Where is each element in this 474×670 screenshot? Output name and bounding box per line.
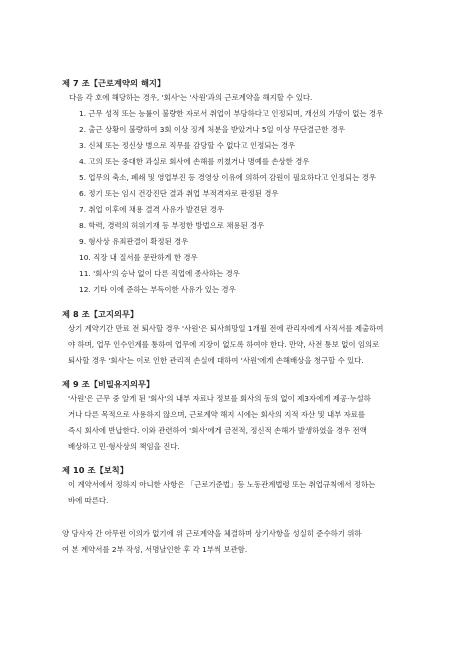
article-9-heading: 제 9 조【비밀유지의무】 [62, 379, 155, 389]
article-9 [62, 377, 424, 455]
text-line: 거나 다른 목적으로 사용하지 않으며, 근로계약 해지 시에는 회사의 지적 자산 및 내부 자료를 [68, 410, 366, 419]
termination-reasons-list [62, 106, 424, 298]
article-8-body [62, 321, 424, 369]
text-line: 상기 계약기간 만료 전 퇴사할 경우 '사원'은 퇴사희망일 1개월 전에 관리자에게 사직서를 제출하여 [68, 324, 384, 333]
article-9-body [62, 391, 424, 455]
article-7-heading: 제 7 조【근로계약의 해지】 [62, 78, 166, 88]
list-item: 11. '회사'의 승낙 없이 다른 직업에 종사하는 경우 [79, 269, 240, 278]
list-item: 7. 취업 이후에 채용 결격 사유가 발견된 경우 [79, 205, 224, 214]
article-7 [62, 76, 424, 298]
list-item: 10. 직장 내 질서를 문란하게 한 경우 [79, 253, 198, 262]
text-line: 양 당사자 간 아무런 이의가 없기에 위 근로계약을 체결하며 상기사항을 성실히 준수하기 위하 [62, 529, 362, 538]
text-line: 바에 따른다. [68, 496, 109, 505]
article-10 [62, 463, 424, 509]
text-line: 퇴사할 경우 '회사'는 이로 인한 관리적 손실에 대하여 '사원'에게 손해배상을 청구할 수 있다. [68, 356, 364, 365]
list-item: 6. 정기 또는 임시 건강진단 결과 취업 부적격자로 판정된 경우 [79, 189, 279, 198]
article-7-intro: 다음 각 호에 해당하는 경우, '회사'는 '사원'과의 근로계약을 해지할 수 있다. [69, 93, 313, 102]
list-item: 9. 형사상 유죄판결이 확정된 경우 [79, 237, 189, 246]
text-line: 즉시 회사에 반납한다. 이와 관련하여 '회사'에게 금전적, 정신적 손해가 발생하였을 경우 전액 [68, 426, 367, 435]
list-item: 4. 고의 또는 중대한 과실로 회사에 손해를 끼쳤거나 명예를 손상한 경우 [79, 157, 310, 166]
article-10-heading: 제 10 조【보칙】 [62, 465, 129, 475]
list-item: 2. 출근 상황이 불량하여 3회 이상 징계 처분을 받았거나 5일 이상 무단결근한 경우 [79, 125, 345, 134]
text-line: 배상하고 민·형사상의 책임을 진다. [68, 442, 180, 451]
list-item: 3. 신체 또는 정신상 병으로 직무를 감당할 수 없다고 인정되는 경우 [79, 141, 296, 150]
list-item: 5. 업무의 축소, 폐쇄 및 영업부진 등 경영상 이유에 의하여 감원이 필요하다고 인정되는 경우 [79, 173, 376, 182]
text-line: 이 계약서에서 정하지 아니한 사항은 「근로기준법」등 노동관계법령 또는 취업규칙에서 정하는 [68, 480, 376, 489]
text-line: 여 본 계약서를 2부 작성, 서명날인한 후 각 1부씩 보관함. [62, 545, 248, 554]
article-10-body [62, 477, 424, 509]
text-line: '사원'은 근무 중 알게 된 '회사'의 내부 자료나 정보를 회사의 동의 없이 제3자에게 제공·누설하 [68, 394, 371, 403]
list-item: 12. 기타 이에 준하는 부득이한 사유가 있는 경우 [79, 285, 236, 294]
article-8-heading: 제 8 조【고지의무】 [62, 309, 139, 319]
text-line: 야 하며, 업무 인수인계를 통하여 업무에 지장이 없도록 하여야 한다. 만약, 사전 통보 없이 임의로 [68, 340, 380, 349]
list-item: 8. 학력, 경력의 허위기재 등 부정한 방법으로 채용된 경우 [79, 221, 265, 230]
list-item: 1. 근무 성적 또는 능률이 불량한 자로서 취업이 부당하다고 인정되며, 개선의 가망이 없는 경우 [79, 109, 384, 118]
article-8 [62, 307, 424, 369]
closing-statement [62, 526, 424, 558]
